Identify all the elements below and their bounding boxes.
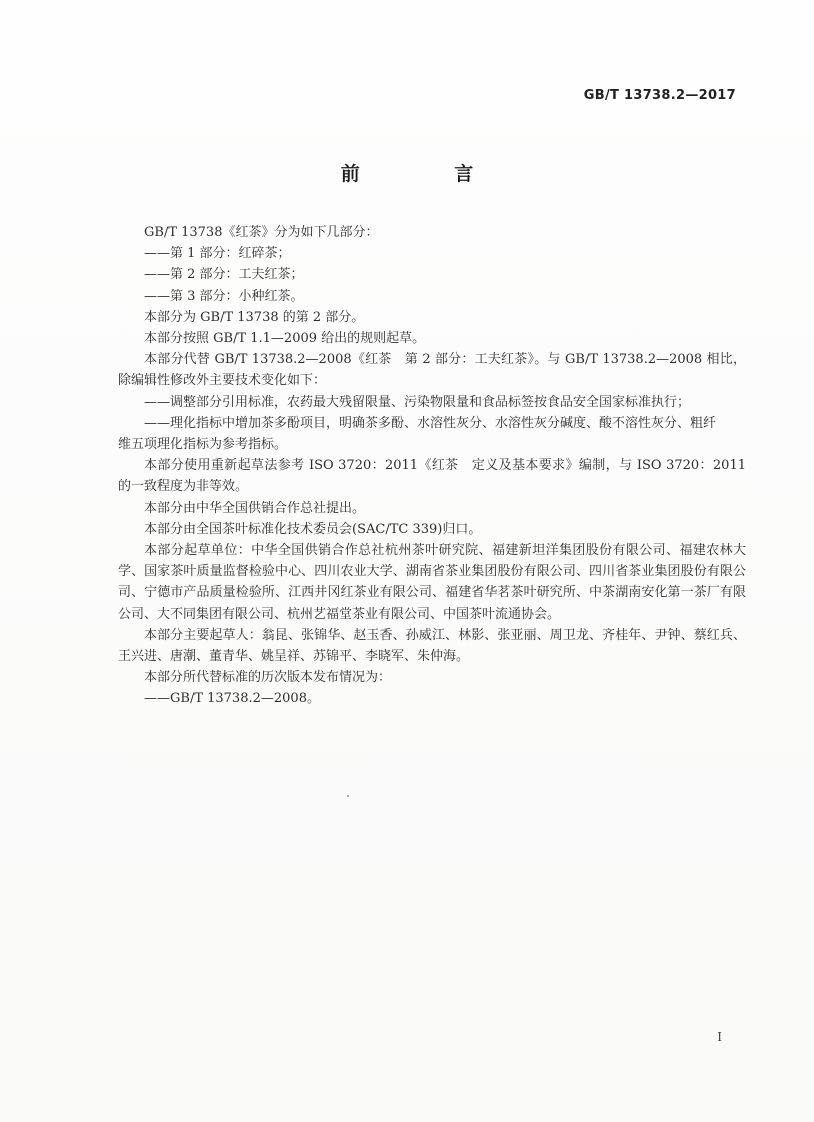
list-item-change-1: ——调整部分引用标准，农药最大残留限量、污染物限量和食品标签按食品安全国家标准执行； — [144, 394, 691, 410]
paragraph-drafting-units: 本部分起草单位：中华全国供销合作总社杭州茶叶研究院、福建新坦洋集团股份有限公司、福建农林大学、国家茶叶质量监督检验中心、四川农业大学、湖南省茶业集团股份有限公司、四川省茶业集团股份有限公司、宁德市产品质量检验所、江西井冈红茶业有限公司、福建省华茗茶叶研究所、中茶湖南安化第一茶厂有限公司、大不同集团有限公司、杭州艺福堂茶业有限公司、中国茶叶流通协会。 — [118, 543, 746, 622]
paragraph-history: 本部分所代替标准的历次版本发布情况为： — [144, 670, 392, 686]
paragraph-drafters: 本部分主要起草人：翁昆、张锦华、赵玉香、孙威江、林影、张亚丽、周卫龙、齐桂年、尹钟、蔡红兵、王兴进、唐潮、董青华、姚呈祥、苏锦平、李晓军、朱仲海。 — [118, 627, 746, 665]
list-item-part-1: ——第 1 部分：红碎茶； — [144, 246, 291, 262]
page-title: 前 言 — [340, 163, 518, 185]
scan-speck — [347, 795, 349, 797]
paragraph-replaces: 本部分代替 GB/T 13738.2—2008《红茶 第 2 部分：工夫红茶》。与 GB/T 13738.2—2008 相比，除编辑性修改外主要技术变化如下： — [118, 352, 746, 389]
list-item-history-1: ——GB/T 13738.2—2008。 — [144, 691, 320, 707]
paragraph-part-of: 本部分为 GB/T 13738 的第 2 部分。 — [144, 309, 365, 325]
paragraph-drafting-rules: 本部分按照 GB/T 1.1—2009 给出的规则起草。 — [144, 331, 426, 347]
list-item-part-2: ——第 2 部分：工夫红茶； — [144, 267, 304, 283]
list-item-change-2-cont: 维五项理化指标为参考指标。 — [118, 437, 288, 453]
standard-number: GB/T 13738.2—2017 — [583, 88, 736, 103]
paragraph-committee: 本部分由全国茶叶标准化技术委员会(SAC/TC 339)归口。 — [144, 521, 482, 537]
paragraph-intro: GB/T 13738《红茶》分为如下几部分： — [144, 225, 379, 240]
foreword-body — [118, 222, 746, 710]
list-item-part-3: ——第 3 部分：小种红茶。 — [144, 288, 304, 304]
list-item-change-2: ——理化指标中增加茶多酚项目，明确茶多酚、水溶性灰分、水溶性灰分碱度、酸不溶性灰分、粗纤 — [144, 415, 717, 431]
page-number: I — [717, 1030, 722, 1044]
paragraph-iso-reference: 本部分使用重新起草法参考 ISO 3720：2011《红茶 定义及基本要求》编制，与 ISO 3720：2011 的一致程度为非等效。 — [118, 458, 746, 495]
paragraph-proposed-by: 本部分由中华全国供销合作总社提出。 — [144, 500, 366, 516]
